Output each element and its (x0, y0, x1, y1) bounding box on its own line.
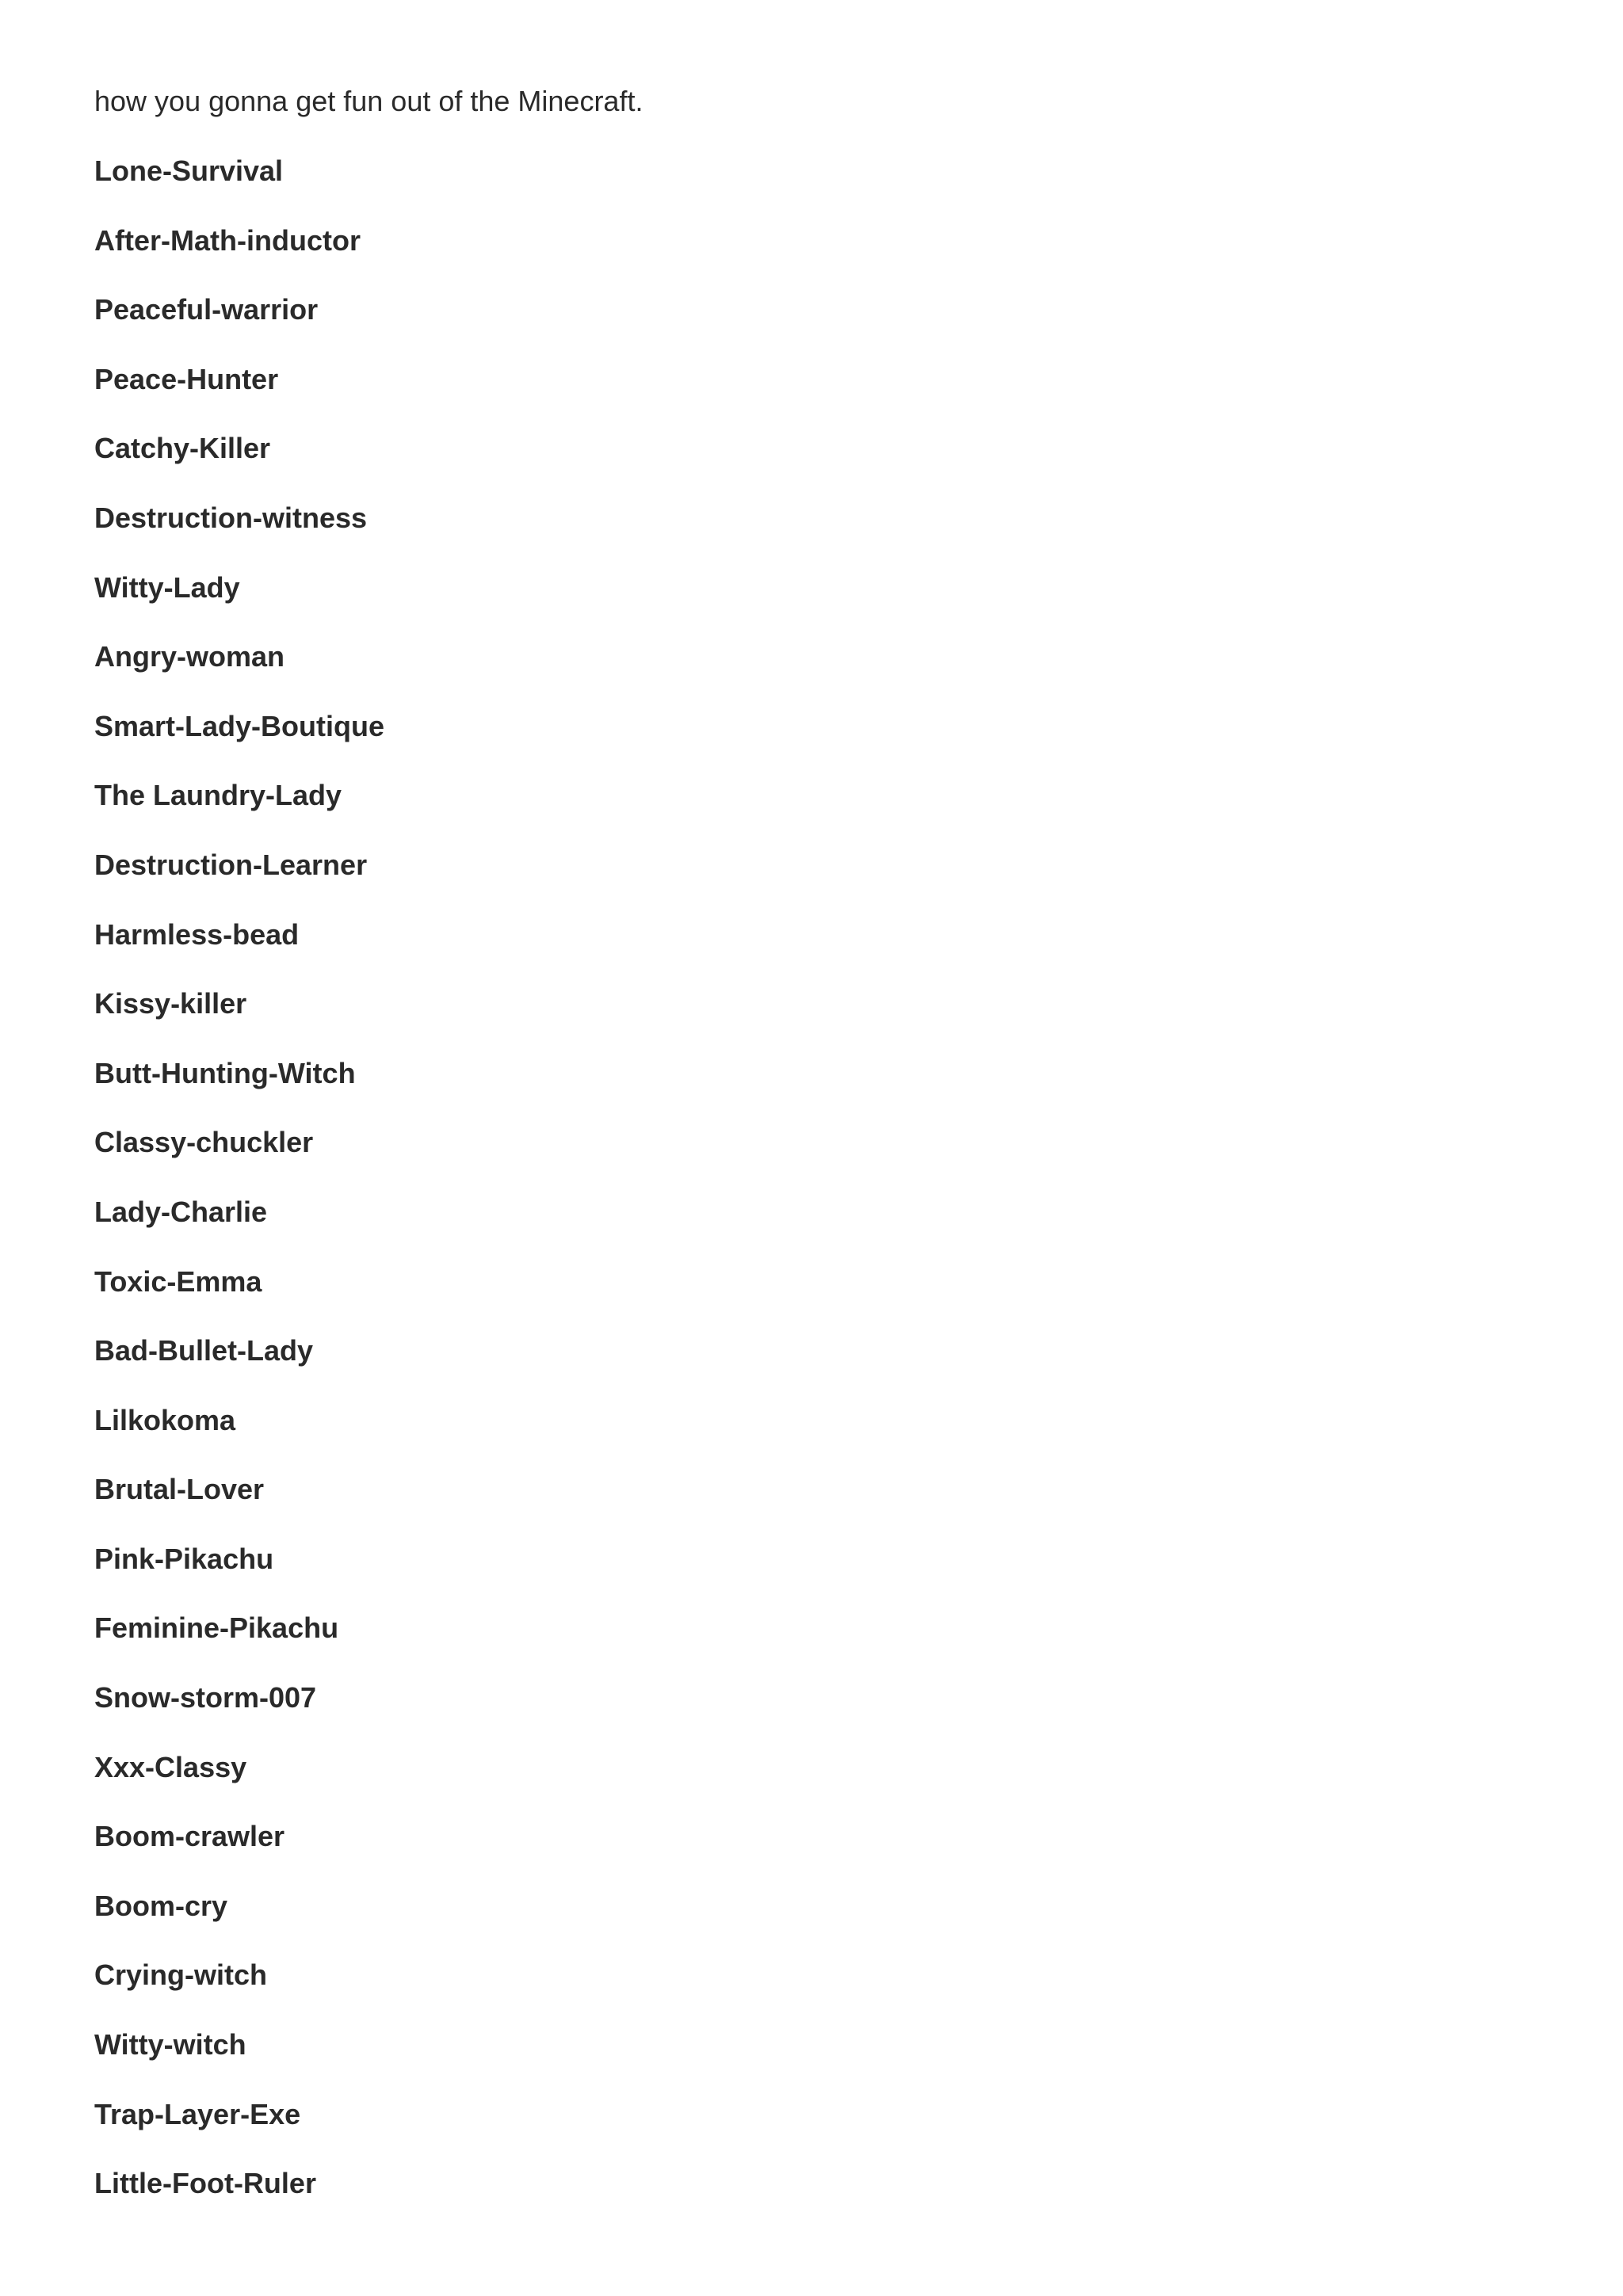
list-item: Kissy-killer (94, 987, 247, 1020)
list-item: Lone-Survival (94, 154, 284, 187)
list-item: Smart-Lady-Boutique (94, 709, 385, 742)
list-item: The Laundry-Lady (94, 779, 342, 812)
list-item: Lilkokoma (94, 1403, 236, 1436)
list-item: Bad-Bullet-Lady (94, 1334, 314, 1367)
list-item: Witty-Lady (94, 570, 240, 604)
list-item: Trap-Layer-Exe (94, 2097, 301, 2130)
list-item: Lady-Charlie (94, 1195, 268, 1228)
list-item: Xxx-Classy (94, 1750, 247, 1783)
list-item: Catchy-Killer (94, 432, 271, 465)
list-item: Pink-Pikachu (94, 1542, 274, 1575)
list-item: Harmless-bead (94, 917, 300, 951)
list-item: Boom-cry (94, 1889, 228, 1922)
list-item: After-Math-inductor (94, 223, 361, 257)
list-item: Crying-witch (94, 1958, 268, 1992)
list-item: Witty-witch (94, 2028, 246, 2061)
list-item: Feminine-Pikachu (94, 1611, 339, 1645)
list-item: Toxic-Emma (94, 1264, 262, 1298)
list-item: Classy-chuckler (94, 1126, 314, 1159)
intro-text: how you gonna get fun out of the Minecraft. (94, 85, 643, 117)
list-item: Brutal-Lover (94, 1473, 265, 1506)
list-item: Peace-Hunter (94, 362, 279, 395)
list-item: Peaceful-warrior (94, 293, 319, 326)
list-item: Snow-storm-007 (94, 1681, 317, 1714)
list-item: Destruction-Learner (94, 848, 368, 881)
list-item: Boom-crawler (94, 1820, 285, 1853)
username-list (94, 152, 384, 2234)
list-item: Angry-woman (94, 640, 285, 673)
list-item: Destruction-witness (94, 501, 368, 534)
list-item: Butt-Hunting-Witch (94, 1056, 356, 1089)
list-item: Little-Foot-Ruler (94, 2167, 316, 2200)
